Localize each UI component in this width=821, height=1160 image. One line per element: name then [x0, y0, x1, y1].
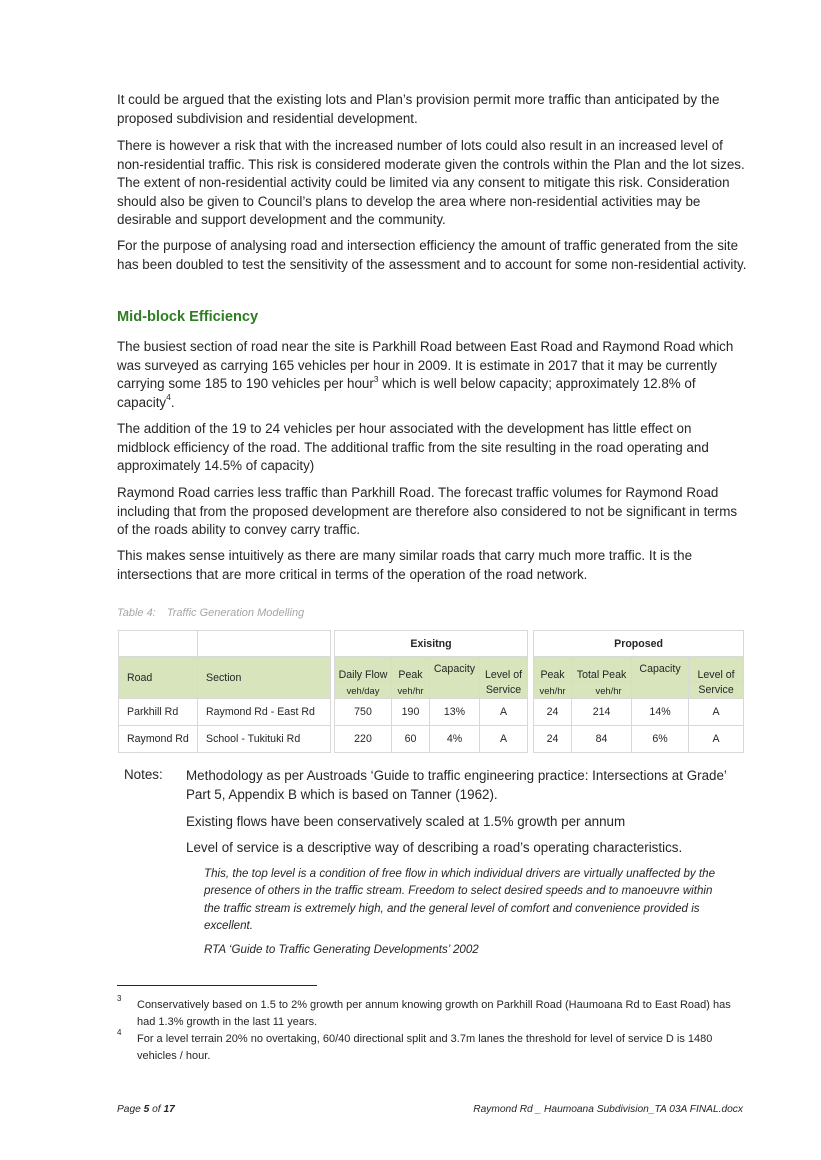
cell-capacity: 13% [430, 699, 480, 726]
cell-proposed-peak: 24 [534, 726, 572, 753]
busiest-road-text-b: which is well below capacity; approximately 12.8% of capacity [117, 376, 696, 410]
header-total-peak: Total Peak [572, 657, 632, 682]
footnote-number-3: 3 [117, 994, 122, 1003]
paragraph-intuition: This makes sense intuitively as there are many similar roads that carry much more traffic. It is the intersections that are more critical in terms of the operation of the road network. [117, 548, 693, 582]
footer-page-number [117, 1104, 175, 1115]
footer-page-current: 5 [143, 1104, 150, 1115]
table-caption-label: Table 4: [117, 607, 156, 619]
los-quote-source: RTA ‘Guide to Traffic Generating Developments’ 2002 [204, 943, 479, 956]
note-level-of-service: Level of service is a descriptive way of describing a road’s operating characteristics. [186, 840, 683, 855]
traffic-generation-table [118, 630, 744, 753]
cell-daily-flow: 750 [335, 699, 392, 726]
cell-proposed-peak: 24 [534, 699, 572, 726]
header-capacity: Capacity [430, 657, 480, 699]
cell-total-peak: 84 [572, 726, 632, 753]
header-proposed-peak: Peak [534, 657, 572, 682]
cell-section: School - Tukituki Rd [198, 726, 331, 753]
header-peak: Peak [392, 657, 430, 682]
header-road: Road [119, 657, 198, 699]
cell-road: Parkhill Rd [119, 699, 198, 726]
table-caption-title: Traffic Generation Modelling [166, 607, 305, 619]
header-proposed-level-of: Level of [689, 657, 744, 682]
table-caption [117, 607, 304, 619]
footnote-ref-3[interactable]: 3 [373, 373, 379, 384]
cell-section: Raymond Rd - East Rd [198, 699, 331, 726]
paragraph-non-residential-risk: There is however a risk that with the increased number of lots could also result in an increased level of non-residential traffic. This risk is considered moderate given the controls within the Plan and the lot sizes. The extent of non-residential activity could be limited via any consent to mitigate this risk. Consideration should also be given to Council’s plans to develop the area where non-residential activities may be desirable and support development and the community. [117, 138, 745, 228]
footer-document-name: Raymond Rd _ Haumoana Subdivision_TA 03A FINAL.docx [473, 1104, 743, 1115]
section-heading-mid-block: Mid-block Efficiency [117, 309, 259, 325]
note-methodology: Methodology as per Austroads ‘Guide to traffic engineering practice: Intersections at Grade’ Part 5, Appendix B which is based on Tanner (1962). [186, 768, 727, 802]
unit-total-veh-hr: veh/hr [572, 682, 632, 699]
cell-total-peak: 214 [572, 699, 632, 726]
group-blank-section [198, 631, 331, 657]
header-level-of: Level of [480, 657, 528, 682]
footer-page-prefix: Page [117, 1104, 144, 1115]
header-proposed-capacity: Capacity [632, 657, 689, 699]
note-existing-flows: Existing flows have been conservatively scaled at 1.5% growth per annum [186, 814, 626, 829]
cell-los: A [480, 726, 528, 753]
cell-proposed-capacity: 6% [632, 726, 689, 753]
footnote-separator [117, 985, 317, 986]
footer-page-total: 17 [163, 1104, 175, 1115]
table-row [119, 726, 744, 753]
busiest-road-text-a: The busiest section of road near the site is Parkhill Road between East Road and Raymond Road which was surveyed as carrying 165 vehicles per hour in 2009. It is estimate in 2017 that it may be currently carrying some 185 to 190 vehicles per hour [117, 339, 734, 392]
table-row [119, 699, 744, 726]
paragraph-analysis-method: For the purpose of analysing road and intersection efficiency the amount of traffic generated from the site has been doubled to test the sensitivity of the assessment and to account for some non-residential activity. [117, 238, 747, 272]
header-daily-flow: Daily Flow [335, 657, 392, 682]
group-proposed-header: Proposed [534, 631, 744, 657]
busiest-road-text-c: . [170, 394, 175, 410]
footnote-number-4: 4 [117, 1028, 122, 1037]
cell-proposed-capacity: 14% [632, 699, 689, 726]
table-group-header-row [119, 631, 744, 657]
cell-proposed-los: A [689, 699, 744, 726]
cell-peak: 190 [392, 699, 430, 726]
header-proposed-service: Service [689, 682, 744, 699]
unit-proposed-veh-hr: veh/hr [534, 682, 572, 699]
group-blank-road [119, 631, 198, 657]
group-existing-header: Exisitng [335, 631, 528, 657]
paragraph-busiest-road [117, 338, 747, 412]
cell-proposed-los: A [689, 726, 744, 753]
cell-road: Raymond Rd [119, 726, 198, 753]
cell-daily-flow: 220 [335, 726, 392, 753]
footnote-ref-4[interactable]: 4 [166, 392, 171, 403]
cell-peak: 60 [392, 726, 430, 753]
footnote-4: For a level terrain 20% no overtaking, 60/40 directional split and 3.7m lanes the threshold for level of service D is 1480 vehicles / hour. [137, 1033, 713, 1062]
unit-veh-hr: veh/hr [392, 682, 430, 699]
los-quote: This, the top level is a condition of free flow in which individual drivers are virtually unaffected by the presence of others in the traffic stream. Freedom to select desired speeds and to manoeuvre within the traffic stream is extremely high, and the general level of comfort and convenience provided is excellent. [204, 867, 716, 932]
paragraph-lots-provision: It could be argued that the existing lots and Plan’s provision permit more traffic than anticipated by the proposed subdivision and residential development. [117, 92, 720, 126]
cell-los: A [480, 699, 528, 726]
notes-label: Notes: [124, 767, 163, 782]
footnote-3: Conservatively based on 1.5 to 2% growth per annum knowing growth on Parkhill Road (Haumoana Rd to East Road) has had 1.3% growth in the last 11 years. [137, 999, 731, 1028]
paragraph-raymond-road: Raymond Road carries less traffic than Parkhill Road. The forecast traffic volumes for Raymond Road including that from the proposed development are therefore also considered to not be significant in terms of the roads ability to convey carry traffic. [117, 485, 738, 538]
table-header-row [119, 657, 744, 682]
header-section: Section [198, 657, 331, 699]
footer-page-of: of [149, 1104, 164, 1115]
cell-capacity: 4% [430, 726, 480, 753]
paragraph-midblock-effect: The addition of the 19 to 24 vehicles per hour associated with the development has little effect on midblock efficiency of the road. The additional traffic from the site resulting in the road operating and approximately 14.5% of capacity) [117, 421, 709, 474]
unit-veh-day: veh/day [335, 682, 392, 699]
header-service: Service [480, 682, 528, 699]
